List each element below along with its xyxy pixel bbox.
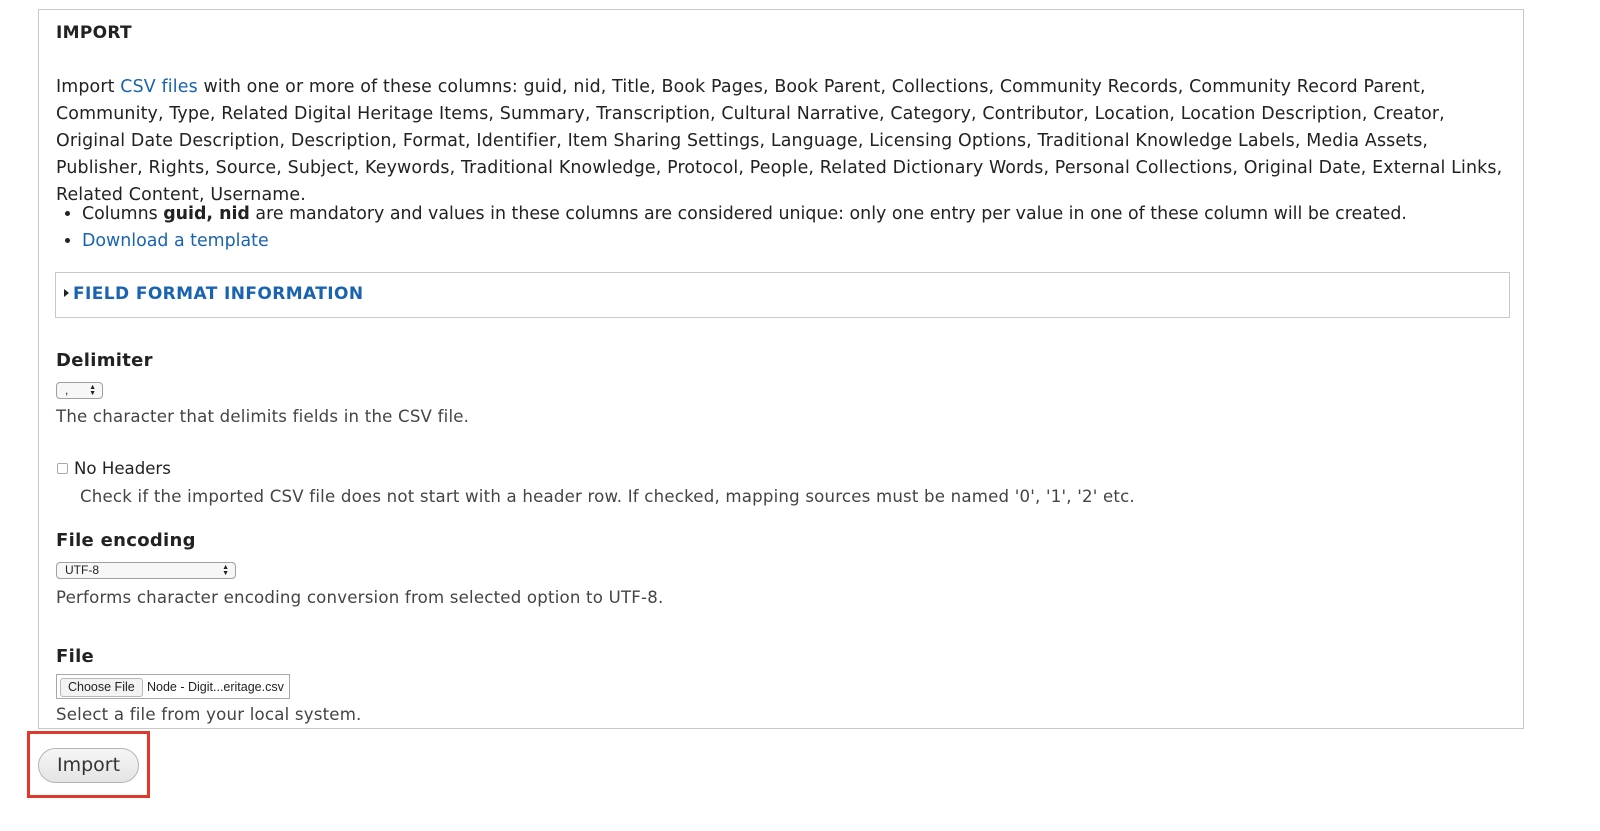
select-arrows-icon: ▲ ▼ [89,384,96,397]
fieldset-legend: IMPORT [56,23,132,43]
file-encoding-label: File encoding [56,530,196,551]
no-headers-label: No Headers [74,459,171,478]
file-encoding-select[interactable]: UTF-8 ▲ ▼ [56,562,236,579]
field-format-summary[interactable]: FIELD FORMAT INFORMATION [64,284,364,304]
mandatory-columns: guid, nid [163,204,250,224]
expand-triangle-icon [64,289,69,297]
field-format-details[interactable] [55,272,1510,318]
choose-file-button[interactable]: Choose File [60,678,143,697]
list-item [82,228,1542,255]
no-headers-help: Check if the imported CSV file does not start with a header row. If checked, mapping sources must be named '0', '1', '2' etc. [80,487,1135,506]
file-input[interactable] [56,674,290,699]
delimiter-help: The character that delimits fields in the CSV file. [56,407,470,426]
description-prefix: Import [56,77,121,97]
no-headers-checkbox[interactable] [57,463,68,474]
file-help: Select a file from your local system. [56,705,362,724]
list-item: • Columns guid, nid are mandatory and values in these columns are considered unique: only one entry per value in one of these column will be created. [82,201,1542,228]
file-label: File [56,646,95,667]
selected-file-name: Node - Digit...eritage.csv [147,680,284,694]
select-arrows-icon: ▲ ▼ [222,564,229,577]
download-template-link[interactable]: Download a template [82,231,269,251]
import-notes-list [56,201,1542,255]
file-encoding-help: Performs character encoding conversion from selected option to UTF-8. [56,588,664,607]
import-description [56,74,1516,209]
delimiter-label: Delimiter [56,350,153,371]
import-button[interactable]: Import [38,748,139,783]
csv-files-link[interactable]: CSV files [120,77,198,97]
delimiter-select[interactable]: , ▲ ▼ [56,382,103,399]
import-fieldset [38,9,1524,729]
description-columns: with one or more of these columns: guid, nid, Title, Book Pages, Book Parent, Collections, Community Records, Community Record Parent, Community, Type, Related Digital Heritage Items, Summary, Transcription, Cultural Narrative, Category, Contributor, Location, Location Description, Creator, Original Date Description, Description, Format, Identifier, Item Sharing Settings, Language, Licensing Options, Traditional Knowledge Labels, Media Assets, Publisher, Rights, Source, Subject, Keywords, Traditional Knowledge, Protocol, People, Related Dictionary Words, Personal Collections, Original Date, External Links, Related Content, Username. [56,77,1503,205]
